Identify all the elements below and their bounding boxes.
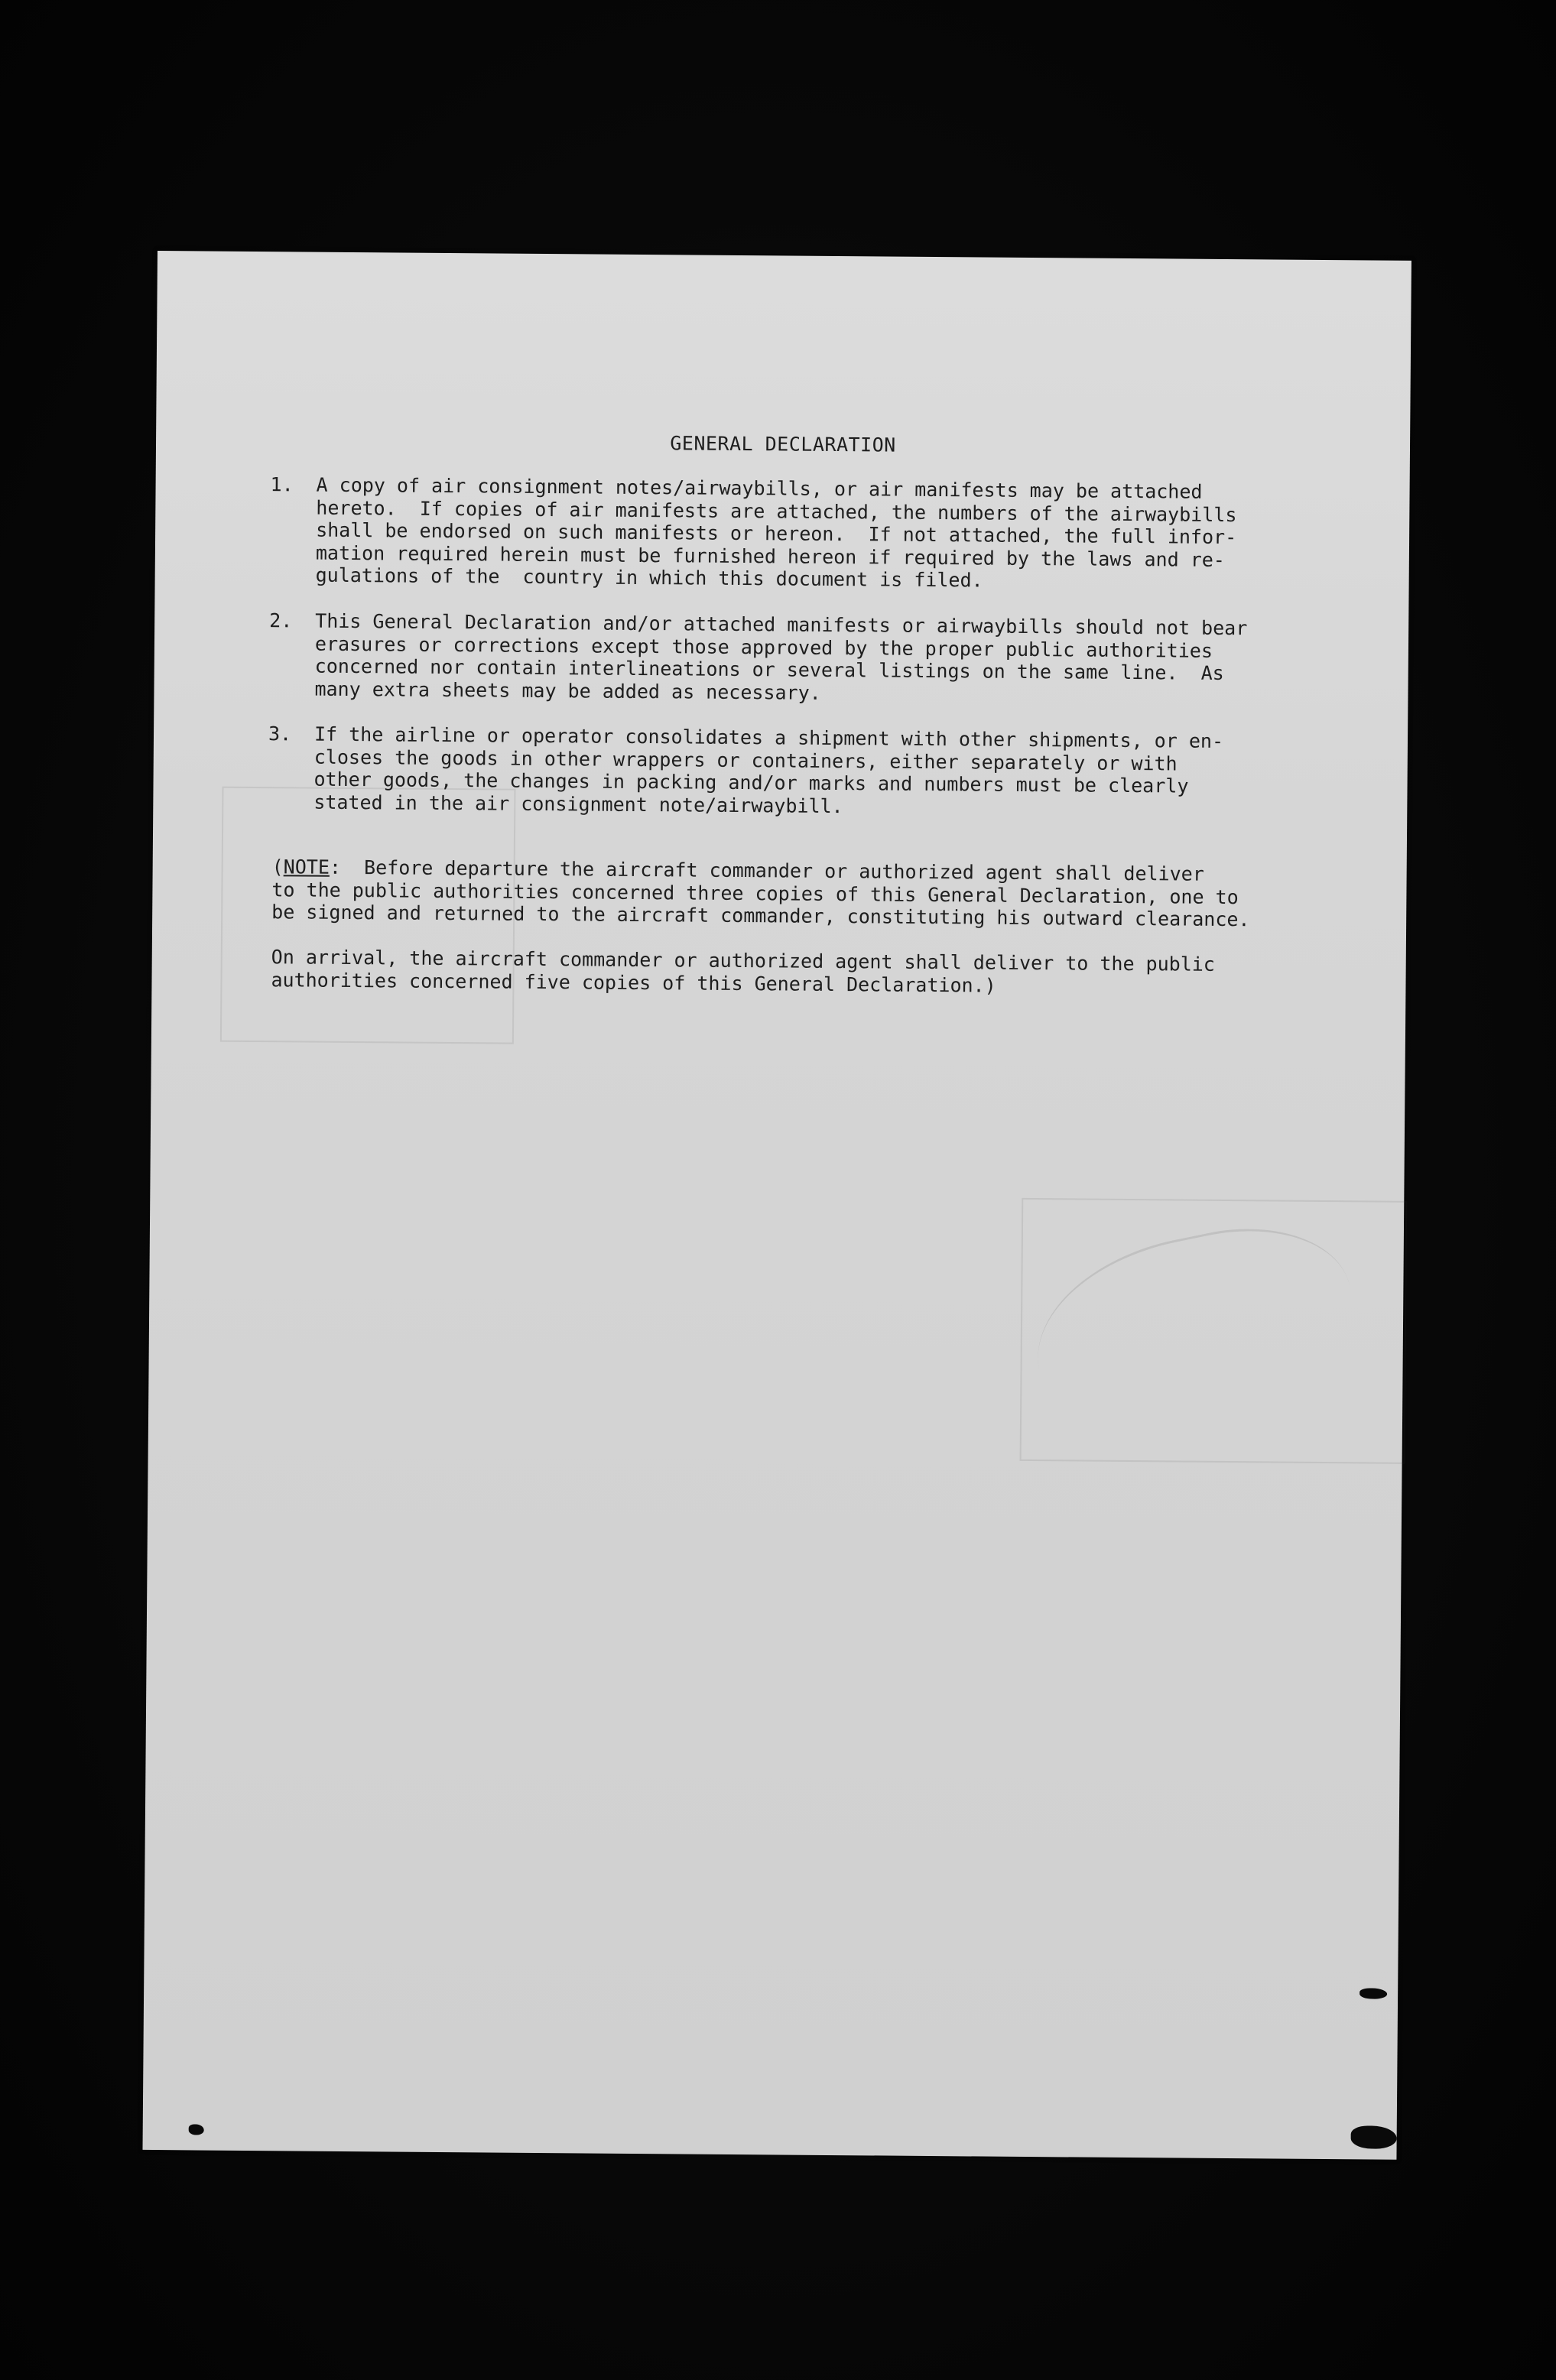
arrival-line: On arrival, the aircraft commander or authorized agent shall deliver to the public	[271, 946, 1216, 976]
paper-edge-damage	[1359, 1988, 1387, 1998]
item-number: 3.	[268, 722, 292, 745]
item-number: 2.	[269, 609, 293, 632]
declaration-item-1	[270, 473, 1295, 594]
arrival-paragraph	[271, 946, 1295, 999]
note-open-paren: (	[271, 856, 284, 878]
item-line: other goods, the changes in packing and/or marks and numbers must be clearly	[313, 768, 1189, 797]
item-line: If the airline or operator consolidates a shipment with other shipments, or en-	[313, 722, 1224, 752]
document-page	[142, 251, 1411, 2160]
item-body	[316, 474, 1295, 595]
item-body	[313, 723, 1293, 821]
item-line: concerned nor contain interlineations or several listings on the same line. As	[314, 654, 1224, 684]
note-line: be signed and returned to the aircraft commander, constituting his outward clearance.	[271, 901, 1250, 931]
document-title: GENERAL DECLARATION	[670, 432, 896, 456]
item-line: stated in the air consignment note/airwaybill.	[313, 791, 843, 817]
item-line: gulations of the country in which this document is filed.	[315, 563, 983, 592]
note-first-line-text: Before departure the aircraft commander or authorized agent shall deliver	[340, 856, 1204, 885]
item-line: mation required herein must be furnished hereon if required by the laws and re-	[315, 541, 1226, 571]
note-paragraph	[271, 856, 1297, 931]
arrival-line: authorities concerned five copies of this General Declaration.)	[271, 968, 996, 997]
item-line: many extra sheets may be added as necessary.	[314, 677, 821, 704]
paper-edge-damage	[1351, 2125, 1397, 2148]
note-colon: :	[329, 856, 342, 878]
item-line: A copy of air consignment notes/airwaybills, or air manifests may be attached	[316, 473, 1203, 503]
item-line: erasures or corrections except those approved by the proper public authorities	[314, 632, 1213, 662]
note-line: to the public authorities concerned three copies of this General Declaration, one to	[271, 878, 1239, 908]
item-line: shall be endorsed on such manifests or hereon. If not attached, the full infor-	[316, 518, 1237, 549]
declaration-item-2	[268, 609, 1294, 708]
item-line: This General Declaration and/or attached manifests or airwaybills should not bear	[315, 609, 1248, 640]
declaration-item-3	[268, 722, 1293, 821]
paper-edge-damage	[189, 2124, 204, 2135]
item-line: closes the goods in other wrappers or containers, either separately or with	[313, 745, 1178, 774]
item-body	[314, 610, 1294, 708]
item-number: 1.	[270, 473, 294, 496]
item-line: hereto. If copies of air manifests are attached, the numbers of the airwaybills	[316, 496, 1237, 526]
document-text	[142, 251, 1411, 2160]
note-label: NOTE	[283, 856, 330, 878]
